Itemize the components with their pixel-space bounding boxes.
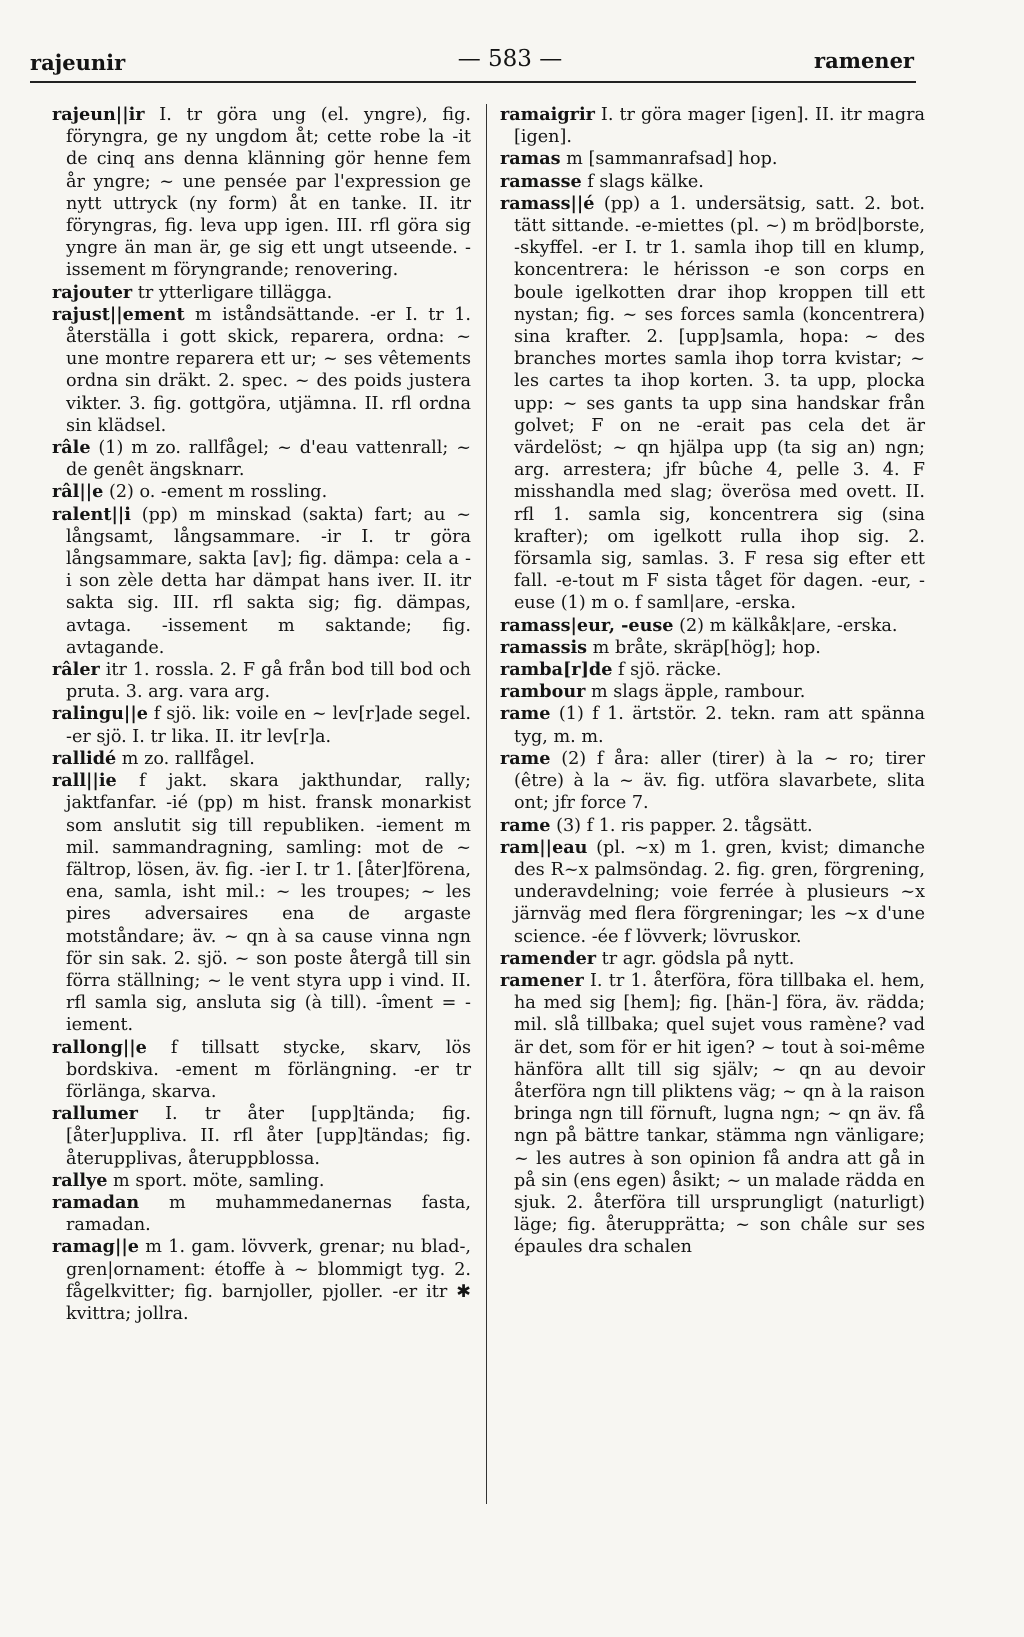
entry-text: (2) o. -ement m rossling. <box>103 482 328 503</box>
page-number: — 583 — <box>457 46 563 72</box>
dictionary-entry <box>500 815 925 837</box>
entry-headword: rajust||ement <box>52 303 185 325</box>
entry-headword: rame <box>500 747 551 769</box>
dictionary-entry <box>500 171 925 193</box>
dictionary-entry <box>52 1236 471 1325</box>
dictionary-entry <box>500 681 925 703</box>
entry-headword: rallye <box>52 1169 108 1191</box>
header-rule <box>30 81 916 83</box>
dictionary-entry <box>500 193 925 615</box>
entry-text: f jakt. skara jakthundar, rally; jaktfanfar. -ié (pp) m hist. fransk monarkist som anslutit sig till republiken. -iement m mil. sammandragning, samling: mot de ~ fältrop, lösen, äv. fig. -ier I. tr 1. [åter]förena, ena, samla, isht mil.: ~ les troupes; ~ les pires adversaires ena de argaste motståndare; äv. ~ qn à sa cause vinna ngn för sin sak. 2. sjö. ~ son poste återgå till sin förra ställning; ~ le vent styra upp i vind. II. rfl samla sig, ansluta sig (à till). -îment = -iement. <box>66 771 471 1036</box>
entry-text: m [sammanrafsad] hop. <box>560 149 778 170</box>
dictionary-entry <box>52 437 471 481</box>
dictionary-entry <box>52 1170 471 1192</box>
dictionary-entry <box>52 304 471 437</box>
entry-headword: rame <box>500 814 551 836</box>
entry-headword: rallong||e <box>52 1036 147 1058</box>
dictionary-entry <box>500 748 925 815</box>
entry-headword: ramass||é <box>500 192 595 214</box>
entry-text: I. tr 1. återföra, föra tillbaka el. hem, ha med sig [hem]; fig. [hän-] föra, äv. rädda; mil. slå tillbaka; quel sujet vous ramène? vad är det, som för er hit igen? ~ tout à soi-même hänföra allt till sig själv; ~ qn au devoir återföra ngn till pliktens väg; ~ qn à la raison bringa ngn till förnuft, lugna ngn; ~ qn äv. få ngn på bättre tankar, stämma ngn vänligare; ~ les autres à son opinion få andra att gå in på sin (ens egen) åsikt; ~ un malade rädda en sjuk. 2. återföra till ursprungligt (naturligt) läge; fig. återupprätta; ~ son châle sur ses épaules dra schalen <box>514 970 925 1258</box>
entry-headword: ralent||i <box>52 503 131 525</box>
entry-text: (3) f 1. ris papper. 2. tågsätt. <box>550 815 813 836</box>
dictionary-entry <box>500 659 925 681</box>
entry-text: (2) m kälkåk|are, -erska. <box>673 615 898 636</box>
entry-text: itr 1. rossla. 2. F gå från bod till bod och pruta. 3. arg. vara arg. <box>66 660 471 703</box>
entry-text: f slags kälke. <box>581 171 704 192</box>
entry-text: (pp) a 1. undersätsig, satt. 2. bot. tätt sittande. -e-miettes (pl. ~) m bröd|borste, -skyffel. -er I. tr 1. samla ihop till en klump, koncentrera: le hérisson -e son corps en boule igelkotten drar ihop kroppen till ett nystan; fig. ~ ses forces samla (koncentrera) sina krafter. 2. [upp]samla, hopa: ~ des branches mortes samla ihop torra kvistar; ~ les cartes ta ihop korten. 3. ta upp, plocka upp: ~ ses gants ta upp sina handskar från golvet; F on ne -erait pas cela det är värdelöst; ~ qn hjälpa upp (ta sig an) ngn; arg. arrestera; jfr bûche 4, pelle 3. 4. F misshandla med slag; överösa med ovett. II. rfl 1. samla sig, koncentrera sig (sina krafter); om igelkott rulla ihop sig. 2. församla sig, samlas. 3. F resa sig efter ett fall. -e-tout m F sista tåget för dagen. -eur, -euse (1) m o. f saml|are, -erska. <box>514 193 925 614</box>
left-running-headword: rajeunir <box>30 50 126 75</box>
dictionary-entry <box>52 504 471 659</box>
entry-text: I. tr göra mager [igen]. II. itr magra [igen]. <box>514 105 925 148</box>
entry-headword: ramass|eur, -euse <box>500 614 674 636</box>
dictionary-entry <box>52 282 471 304</box>
entry-headword: râler <box>52 659 100 681</box>
entry-text: m muhammedanernas fasta, ramadan. <box>66 1192 471 1236</box>
entry-text: f tillsatt stycke, skarv, lös bordskiva. -ement m förlängning. -er tr förlänga, skarva. <box>66 1037 471 1102</box>
dictionary-entry <box>52 104 471 282</box>
dictionary-entry <box>52 1103 471 1170</box>
dictionary-entry <box>52 1192 471 1236</box>
entry-text: f sjö. lik: voile en ~ lev[r]ade segel. -er sjö. I. tr lika. II. itr lev[r]a. <box>66 704 471 747</box>
entry-text: tr ytterligare tillägga. <box>132 282 333 303</box>
entry-headword: râle <box>52 437 91 459</box>
dictionary-entry <box>500 637 925 659</box>
dictionary-entry <box>52 659 471 703</box>
entry-headword: ramag||e <box>52 1236 139 1258</box>
entry-headword: ramener <box>500 969 584 991</box>
entry-text: (pp) m minskad (sakta) fart; au ~ långsamt, långsammare. -ir I. tr göra långsammare, sakta [av]; fig. dämpa: cela a -i son zèle detta har dämpat hans iver. II. itr sakta sig. III. rfl sakta sig; fig. dämpas, avtaga. -issement m saktande; fig. avtagande. <box>66 504 471 658</box>
entry-headword: ramassis <box>500 636 588 658</box>
dictionary-entry <box>500 615 925 637</box>
entry-headword: rallumer <box>52 1103 138 1125</box>
entry-text: f sjö. räcke. <box>612 660 722 681</box>
entry-headword: râl||e <box>52 481 104 503</box>
left-column <box>52 104 471 1325</box>
entry-text: tr agr. gödsla på nytt. <box>596 948 795 969</box>
entry-text: m 1. gam. lövverk, grenar; nu blad-, gren|ornament: étoffe à ~ blommigt tyg. 2. fågelkvitter; fig. barnjoller, pjoller. -er itr ✱ kvittra; jollra. <box>66 1237 471 1324</box>
entry-headword: ralingu||e <box>52 703 148 725</box>
dictionary-entry <box>500 837 925 948</box>
entry-text: m bråte, skräp[hög]; hop. <box>587 637 821 658</box>
entry-headword: ramadan <box>52 1191 140 1213</box>
dictionary-entry <box>52 770 471 1036</box>
dictionary-entry <box>52 703 471 747</box>
dictionary-entry <box>500 148 925 170</box>
entry-text: m slags äpple, rambour. <box>585 682 806 703</box>
dictionary-entry <box>52 481 471 503</box>
entry-headword: ramba[r]de <box>500 659 613 681</box>
dictionary-entry <box>500 104 925 148</box>
entry-text: (1) m zo. rallfågel; ~ d'eau vattenrall; ~ de genêt ängsknarr. <box>66 438 471 481</box>
entry-text: I. tr göra ung (el. yngre), fig. föryngra, ge ny ungdom åt; cette robe la -it de cinq ans denna klänning gör henne fem år yngre; ~ une pensée par l'expression ge nytt uttryck (ny form) åt en tanke. II. itr föryngras, fig. leva upp igen. III. rfl göra sig yngre än man är, ge sig ett ungt utseende. -issement m föryngrande; renovering. <box>66 105 471 281</box>
dictionary-entry <box>52 1037 471 1104</box>
entry-headword: ramasse <box>500 170 582 192</box>
entry-text: m zo. rallfågel. <box>116 748 255 769</box>
entry-headword: rall||ie <box>52 770 117 792</box>
dictionary-entry <box>500 948 925 970</box>
entry-text: m sport. möte, samling. <box>107 1170 325 1191</box>
dictionary-entry <box>52 748 471 770</box>
entry-headword: ramas <box>500 148 561 170</box>
right-running-headword: ramener <box>814 48 914 73</box>
page-header <box>0 0 1024 100</box>
entry-text: (2) f åra: aller (tirer) à la ~ ro; tirer (être) à la ~ äv. fig. utföra slavarbete, slita ont; jfr force 7. <box>514 748 925 814</box>
entry-headword: ram||eau <box>500 836 588 858</box>
entry-headword: rajouter <box>52 281 133 303</box>
entry-headword: ramender <box>500 947 597 969</box>
right-column <box>500 104 925 1259</box>
dictionary-entry <box>500 970 925 1259</box>
entry-text: (1) f 1. ärtstör. 2. tekn. ram att spänna tyg, m. m. <box>514 704 925 747</box>
entry-headword: ramaigrir <box>500 104 595 125</box>
entry-text: (pl. ~x) m 1. gren, kvist; dimanche des R~x palmsöndag. 2. fig. gren, förgrening, underavdelning; voie ferrée à plusieurs ~x järnväg med flera förgreningar; les ~x d'une science. -ée f lövverk; lövruskor. <box>514 837 925 947</box>
entry-headword: rame <box>500 703 551 725</box>
entry-headword: rallidé <box>52 747 117 769</box>
entry-headword: rajeun||ir <box>52 104 145 125</box>
column-divider <box>486 104 487 1504</box>
entry-text: m iståndsättande. -er I. tr 1. återställa i gott skick, reparera, ordna: ~ une montre reparera ett ur; ~ ses vêtements ordna sin dräkt. 2. spec. ~ des poids justera vikter. 3. fig. gottgöra, utjämna. II. rfl ordna sin klädsel. <box>66 304 471 436</box>
entry-text: I. tr åter [upp]tända; fig. [åter]uppliva. II. rfl åter [upp]tändas; fig. återupplivas, återuppblossa. <box>66 1104 471 1169</box>
dictionary-entry <box>500 703 925 747</box>
entry-headword: rambour <box>500 681 586 703</box>
